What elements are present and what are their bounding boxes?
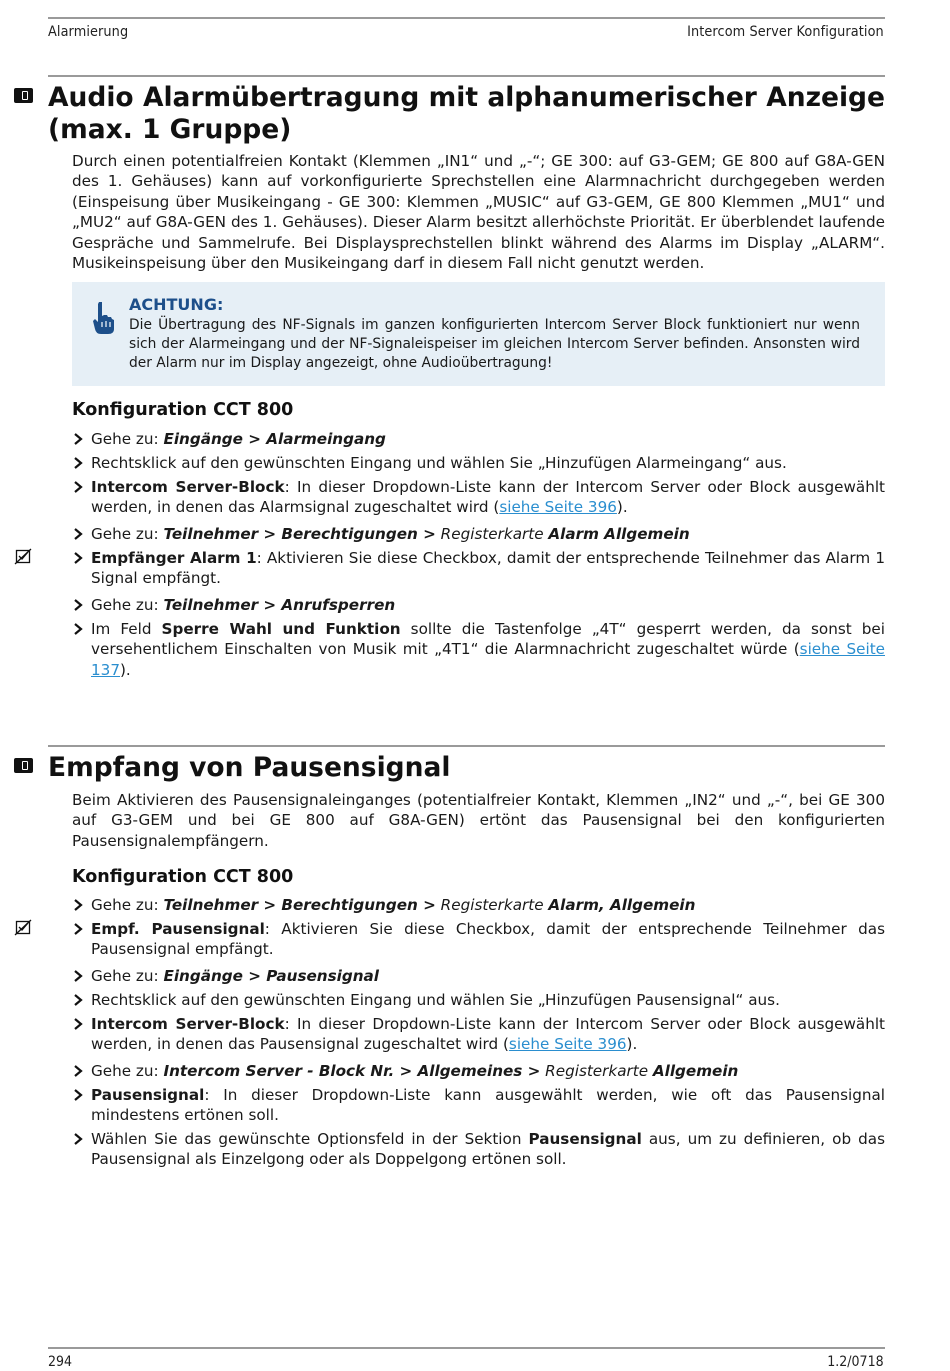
step-bold: Pausensignal xyxy=(528,1130,642,1148)
step-prefix: Gehe zu: xyxy=(91,1062,164,1080)
step-path: Teilnehmer > Berechtigungen > xyxy=(163,525,436,543)
list-item xyxy=(72,548,885,589)
section2-rule xyxy=(48,745,885,747)
warning-note xyxy=(72,282,885,386)
arrow-bullet-icon xyxy=(72,430,86,448)
page-number: 294 xyxy=(48,1354,73,1370)
step-bold: Pausensignal xyxy=(91,1086,205,1104)
section1-rule xyxy=(48,75,885,77)
list-item xyxy=(72,1129,885,1170)
arrow-bullet-icon xyxy=(72,1015,86,1033)
arrow-bullet-icon xyxy=(72,549,86,567)
step-end: ). xyxy=(120,660,131,679)
step-tab: Alarm Allgemein xyxy=(548,525,690,543)
list-item xyxy=(72,1061,885,1081)
list-item xyxy=(72,919,885,960)
step-prefix: Gehe zu: xyxy=(91,896,164,914)
pointing-hand-icon xyxy=(90,300,116,336)
step-mid: Registerkarte xyxy=(540,1062,653,1080)
step-mid: Registerkarte xyxy=(435,896,549,914)
note-title: ACHTUNG: xyxy=(129,295,224,314)
arrow-bullet-icon xyxy=(72,596,86,614)
list-item xyxy=(72,619,885,680)
step-prefix: Gehe zu: xyxy=(91,525,164,543)
section2-intro: Beim Aktivieren des Pausensignaleinganges (potentialfreier Kontakt, Klemmen „IN2“ und „-“, bei GE 300 auf G3-GEM und bei GE 800 auf G8A-GEN) ertönt das Pausensignal bei den konfigurierten Pausensignalempfängern. xyxy=(72,791,885,850)
step-end: ). xyxy=(626,1035,638,1054)
header-title: Intercom Server Konfiguration xyxy=(687,24,884,40)
arrow-bullet-icon xyxy=(72,525,86,543)
step-prefix: Gehe zu: xyxy=(91,596,164,614)
section1-title: Audio Alarmübertragung mit alphanumerischer Anzeige (max. 1 Gruppe) xyxy=(48,82,885,145)
arrow-bullet-icon xyxy=(72,1062,86,1080)
step-tab: Allgemein xyxy=(652,1062,739,1080)
step-path: Eingänge > Pausensignal xyxy=(163,967,380,985)
header-chapter: Alarmierung xyxy=(48,24,129,40)
step-bold: Empf. Pausensignal xyxy=(91,920,265,938)
step-mid: Registerkarte xyxy=(435,525,549,543)
arrow-bullet-icon xyxy=(72,478,86,496)
step-prefix: Wählen Sie das gewünschte Optionsfeld in der Sektion xyxy=(91,1130,529,1148)
footer-rule xyxy=(48,1347,885,1349)
step-bold: Intercom Server-Block xyxy=(91,1015,285,1033)
list-item xyxy=(72,1085,885,1126)
section-marker-icon xyxy=(14,88,33,103)
step-end: ). xyxy=(616,498,628,517)
document-version: 1.2/0718 xyxy=(827,1354,884,1370)
arrow-bullet-icon xyxy=(72,1130,86,1148)
step-bold: Sperre Wahl und Funktion xyxy=(161,620,401,638)
arrow-bullet-icon xyxy=(72,967,86,985)
arrow-bullet-icon xyxy=(72,896,86,914)
list-item xyxy=(72,429,885,449)
list-item xyxy=(72,524,885,544)
section2-config-heading: Konfiguration CCT 800 xyxy=(72,867,294,887)
step-text: : Aktivieren Sie diese Checkbox, damit der entsprechende Teilnehmer das Pausensignal empfängt. xyxy=(91,920,885,959)
step-prefix: Im Feld xyxy=(91,620,162,638)
step-text: aus, um zu definieren, ob das Pausensignal als Einzelgong oder als Doppelgong ertönen soll. xyxy=(91,1130,885,1169)
note-body: Die Übertragung des NF-Signals im ganzen konfigurierten Intercom Server Block funktioniert nur wenn sich der Alarmeingang und der NF-Signaleispeiser im gleichen Intercom Server befinden. Ansonsten wird der Alarm nur im Display angezeigt, ohne Audioübertragung! xyxy=(129,317,860,371)
step-tab: Alarm, Allgemein xyxy=(548,896,696,914)
list-item xyxy=(72,477,885,518)
step-text: : In dieser Dropdown-Liste kann der Intercom Server oder Block ausgewählt werden, in denen das Alarmsignal zugeschaltet wird ( xyxy=(91,478,885,517)
step-prefix: Gehe zu: xyxy=(91,967,164,985)
step-path: Teilnehmer > Berechtigungen > xyxy=(163,896,436,914)
list-item xyxy=(72,990,885,1010)
page-link[interactable]: siehe Seite 137 xyxy=(91,640,885,679)
step-bold: Intercom Server-Block xyxy=(91,478,285,496)
arrow-bullet-icon xyxy=(72,1086,86,1104)
step-prefix: Gehe zu: xyxy=(91,430,164,448)
step-text: Rechtsklick auf den gewünschten Eingang und wählen Sie „Hinzufügen Pausensignal“ aus. xyxy=(91,991,780,1009)
arrow-bullet-icon xyxy=(72,991,86,1009)
list-item xyxy=(72,966,885,986)
checkbox-note-icon xyxy=(14,918,33,937)
step-text: : In dieser Dropdown-Liste kann ausgewählt werden, wie oft das Pausensignal mindestens ertönen soll. xyxy=(91,1086,885,1125)
section-marker-icon xyxy=(14,758,33,773)
section1-config-heading: Konfiguration CCT 800 xyxy=(72,400,294,420)
arrow-bullet-icon xyxy=(72,620,86,638)
step-text: : In dieser Dropdown-Liste kann der Intercom Server oder Block ausgewählt werden, in denen das Pausensignal zugeschaltet wird ( xyxy=(91,1015,885,1054)
header-rule xyxy=(48,17,885,19)
arrow-bullet-icon xyxy=(72,454,86,472)
step-path: Intercom Server - Block Nr. > Allgemeines > xyxy=(163,1062,541,1080)
step-text: sollte die Tastenfolge „4T“ gesperrt werden, da sonst bei versehentlichem Einschalten von Musik mit „4T1“ die Alarmnachricht zugeschaltet würde ( xyxy=(91,620,885,659)
step-text: : Aktivieren Sie diese Checkbox, damit der entsprechende Teilnehmer das Alarm 1 Signal empfängt. xyxy=(91,549,885,588)
section2-title: Empfang von Pausensignal xyxy=(48,752,451,783)
section1-intro: Durch einen potentialfreien Kontakt (Klemmen „IN1“ und „-“; GE 300: auf G3-GEM; GE 800 auf G8A-GEN des 1. Gehäuses) kann auf vorkonfigurierte Sprechstellen eine Alarmnachricht durchgegeben werden (Einspeisung über Musikeingang - GE 300: Klemmen „MUSIC“ auf G3-GEM, GE 800 Klemmen „MU1“ und „MU2“ auf G8A-GEN des 1. Gehäuses). Dieser Alarm besitzt allerhöchste Priorität. Er überblendet laufende Gespräche und Sammelrufe. Bei Displaysprechstellen blinkt während des Alarms im Display „ALARM“. Musikeinspeisung über den Musikeingang darf in diesem Fall nicht genutzt werden. xyxy=(72,152,885,273)
list-item xyxy=(72,453,885,473)
list-item xyxy=(72,1014,885,1055)
step-path: Eingänge > Alarmeingang xyxy=(163,430,386,448)
list-item xyxy=(72,895,885,915)
list-item xyxy=(72,595,885,615)
page-link[interactable]: siehe Seite 396 xyxy=(508,1035,627,1054)
checkbox-note-icon xyxy=(14,547,33,566)
step-bold: Empfänger Alarm 1 xyxy=(91,549,257,567)
step-path: Teilnehmer > Anrufsperren xyxy=(163,596,396,614)
arrow-bullet-icon xyxy=(72,920,86,938)
page-link[interactable]: siehe Seite 396 xyxy=(499,498,617,517)
step-text: Rechtsklick auf den gewünschten Eingang und wählen Sie „Hinzufügen Alarmeingang“ aus. xyxy=(91,454,787,472)
